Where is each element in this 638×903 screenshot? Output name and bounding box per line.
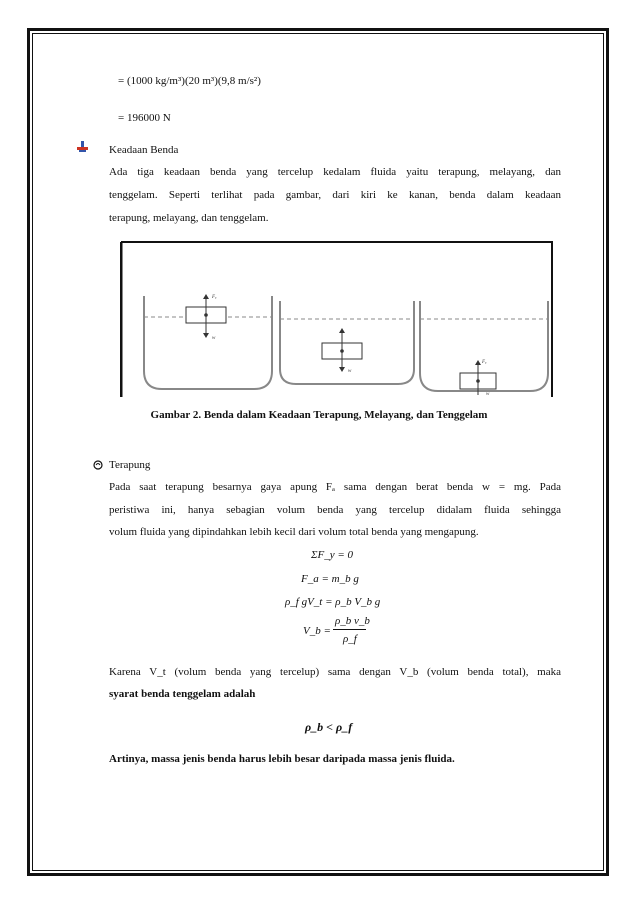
equation-density: ρ_f gV_t = ρ_b V_b g [285, 596, 381, 608]
pin-bullet-icon [76, 141, 90, 153]
equation-buoyancy: F_a = m_b g [301, 573, 359, 585]
para-keadaan-line-1: Ada tiga keadaan benda yang tercelup kedalam fluida yaitu terapung, melayang, dan [109, 166, 561, 178]
equation-vb-denominator: ρ_f [343, 633, 357, 645]
container-tenggelam [420, 301, 548, 397]
calc-line-1: = (1000 kg/m³)(20 m³)(9,8 m/s²) [118, 75, 261, 87]
label-w-3: w [486, 392, 490, 397]
label-fa-1: Fₐ [212, 295, 217, 300]
calc-line-2: = 196000 N [118, 112, 171, 124]
section-heading-keadaan: Keadaan Benda [109, 144, 179, 156]
artinya-line: Artinya, massa jenis benda harus lebih besar daripada massa jenis fluida. [109, 753, 455, 765]
para-terapung-line-2: peristiwa ini, hanya sebagian volum benda yang tercelup didalam fluida sehingga [109, 504, 561, 516]
syarat-line: syarat benda tenggelam adalah [109, 688, 256, 700]
para-terapung-line-3: volum fluida yang dipindahkan lebih kecil dari volum total benda yang mengapung. [109, 526, 479, 538]
equation-vb-lhs: V_b = [303, 625, 331, 637]
label-w-2: w [348, 369, 352, 374]
label-w-1: w [212, 336, 216, 341]
container-terapung [144, 294, 272, 389]
para-terapung-line-1-text: Pada saat terapung besarnya gaya apung Fₐ sama dengan berat benda w = mg. Pada [109, 481, 561, 493]
fraction-bar [333, 629, 366, 630]
para-keadaan-line-3: terapung, melayang, dan tenggelam. [109, 212, 269, 224]
figure-caption: Gambar 2. Benda dalam Keadaan Terapung, Melayang, dan Tenggelam [150, 409, 488, 421]
equation-sum-forces: ΣF_y = 0 [311, 549, 354, 561]
section-heading-terapung: Terapung [109, 459, 151, 471]
karena-line: Karena V_t (volum benda yang tercelup) sama dengan V_b (volum benda total), maka [109, 666, 561, 678]
para-terapung-line-1 [109, 480, 561, 494]
container-melayang [280, 301, 414, 384]
para-keadaan-line-2: tenggelam. Seperti terlihat pada gambar, dari kiri ke kanan, benda dalam keadaan [109, 189, 561, 201]
equation-vb-numerator: ρ_b v_b [335, 615, 370, 627]
droplet-bullet-icon [93, 460, 103, 470]
condition-formula: ρ_b < ρ_f [305, 720, 353, 734]
page-border-inner [32, 33, 604, 871]
figure-three-states [120, 241, 554, 397]
label-fa-3: Fₐ [482, 360, 487, 365]
